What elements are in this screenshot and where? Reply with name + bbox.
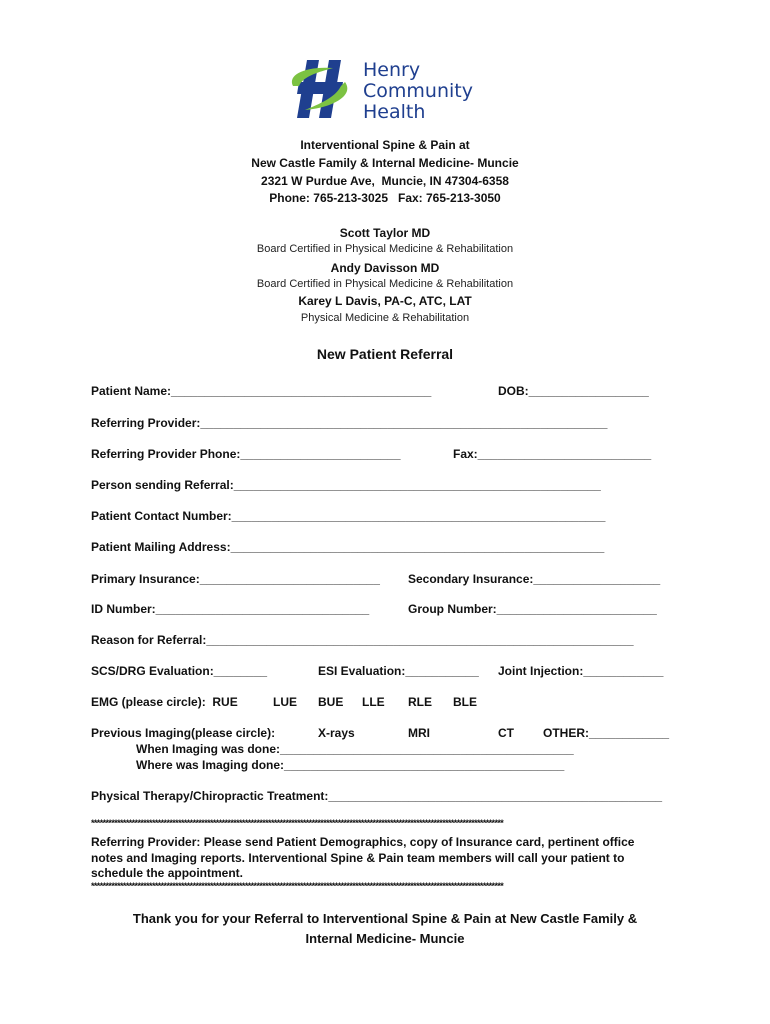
emg-label: EMG (please circle): RUE bbox=[91, 695, 238, 709]
referring-provider-phone-field[interactable]: Referring Provider Phone:________________________ bbox=[91, 447, 401, 461]
emg-option-lle[interactable]: LLE bbox=[362, 695, 385, 709]
patient-mailing-address-field[interactable]: Patient Mailing Address:________________________________________________________ bbox=[91, 540, 605, 554]
provider-name: Karey L Davis, PA-C, ATC, LAT bbox=[298, 294, 472, 308]
scs-drg-evaluation-field[interactable]: SCS/DRG Evaluation:________ bbox=[91, 664, 268, 678]
group-number-field[interactable]: Group Number:________________________ bbox=[408, 602, 657, 616]
practice-name: Interventional Spine & Pain at bbox=[300, 138, 470, 152]
emg-option-rle[interactable]: RLE bbox=[408, 695, 432, 709]
form-title: New Patient Referral bbox=[316, 346, 454, 362]
secondary-insurance-field[interactable]: Secondary Insurance:___________________ bbox=[408, 572, 661, 586]
joint-injection-field[interactable]: Joint Injection:____________ bbox=[498, 664, 664, 678]
hch-logo-mark-icon bbox=[285, 56, 357, 122]
phone-fax: Phone: 765-213-3025 Fax: 765-213-3050 bbox=[269, 191, 501, 205]
location-name: New Castle Family & Internal Medicine- Muncie bbox=[251, 156, 519, 170]
notice-line: notes and Imaging reports. Interventional Spine & Pain team members will call your patient to bbox=[91, 851, 625, 865]
logo-text-health: Health bbox=[363, 101, 426, 123]
emg-option-ble[interactable]: BLE bbox=[453, 695, 477, 709]
patient-contact-number-field[interactable]: Patient Contact Number:________________________________________________________ bbox=[91, 509, 606, 523]
person-sending-referral-field[interactable]: Person sending Referral:_______________________________________________________ bbox=[91, 478, 601, 492]
referring-provider-field[interactable]: Referring Provider:_____________________________________________________________ bbox=[91, 416, 608, 430]
primary-insurance-field[interactable]: Primary Insurance:___________________________ bbox=[91, 572, 380, 586]
imaging-where-field[interactable]: Where was Imaging done:__________________________________________ bbox=[136, 758, 565, 772]
id-number-field[interactable]: ID Number:________________________________ bbox=[91, 602, 370, 616]
notice-line: schedule the appointment. bbox=[91, 866, 244, 880]
logo-text-henry: Henry bbox=[363, 59, 421, 81]
provider-name: Scott Taylor MD bbox=[339, 226, 431, 240]
logo-text-community: Community bbox=[363, 80, 473, 102]
imaging-option-xrays[interactable]: X-rays bbox=[318, 726, 355, 740]
fax-field[interactable]: Fax:__________________________ bbox=[453, 447, 652, 461]
imaging-option-ct[interactable]: CT bbox=[498, 726, 514, 740]
esi-evaluation-field[interactable]: ESI Evaluation:___________ bbox=[318, 664, 479, 678]
thank-you-line: Thank you for your Referral to Interventional Spine & Pain at New Castle Family & bbox=[132, 911, 638, 926]
patient-name-field[interactable]: Patient Name:_______________________________________ bbox=[91, 384, 432, 398]
imaging-when-field[interactable]: When Imaging was done:____________________________________________ bbox=[136, 742, 574, 756]
imaging-option-mri[interactable]: MRI bbox=[408, 726, 430, 740]
provider-credential: Physical Medicine & Rehabilitation bbox=[300, 312, 470, 324]
provider-credential: Board Certified in Physical Medicine & Rehabilitation bbox=[256, 278, 514, 290]
physical-therapy-field[interactable]: Physical Therapy/Chiropractic Treatment:__________________________________________________ bbox=[91, 789, 663, 803]
emg-option-bue[interactable]: BUE bbox=[318, 695, 344, 709]
address: 2321 W Purdue Ave, Muncie, IN 47304-6358 bbox=[261, 174, 509, 188]
previous-imaging-label: Previous Imaging(please circle): bbox=[91, 726, 276, 740]
thank-you-line: Internal Medicine- Muncie bbox=[305, 931, 465, 946]
separator-top: ********************************************************************************************************************************************** bbox=[91, 818, 504, 828]
separator-bottom: ********************************************************************************************************************************************** bbox=[91, 881, 504, 891]
imaging-other-field[interactable]: OTHER:____________ bbox=[543, 726, 670, 740]
dob-field[interactable]: DOB:__________________ bbox=[498, 384, 649, 398]
notice-line: Referring Provider: Please send Patient Demographics, copy of Insurance card, pertinent office bbox=[91, 835, 635, 849]
reason-for-referral-field[interactable]: Reason for Referral:________________________________________________________________ bbox=[91, 633, 634, 647]
provider-credential: Board Certified in Physical Medicine & Rehabilitation bbox=[256, 243, 514, 255]
provider-name: Andy Davisson MD bbox=[330, 261, 440, 275]
emg-option-lue[interactable]: LUE bbox=[273, 695, 297, 709]
henry-community-health-logo bbox=[285, 56, 485, 122]
